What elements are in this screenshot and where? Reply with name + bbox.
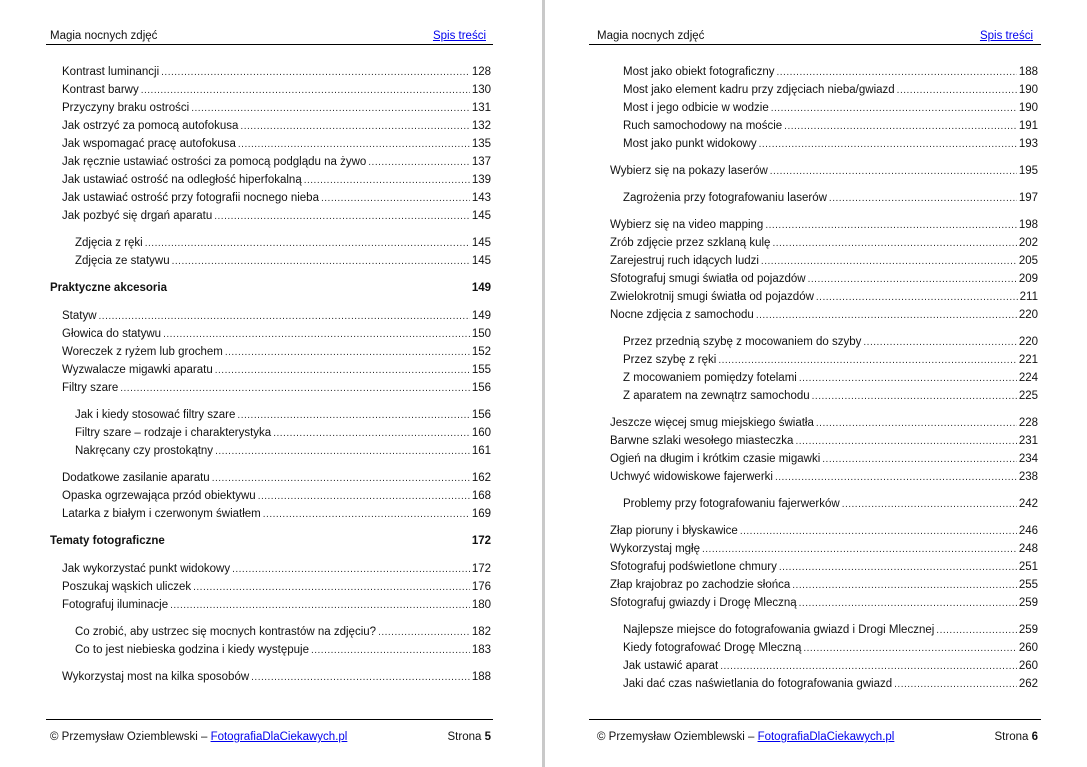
toc-entry-title: Wyzwalacze migawki aparatu <box>62 364 213 376</box>
toc-entry-page: 172 <box>471 563 491 575</box>
toc-entry-title: Z aparatem na zewnątrz samochodu <box>623 390 810 402</box>
dot-leader <box>863 334 1016 352</box>
toc-entry[interactable] <box>610 387 1038 405</box>
toc-spacer <box>610 153 1038 162</box>
toc-entry-title: Nocne zdjęcia z samochodu <box>610 309 754 321</box>
toc-entry-title: Jak ostrzyć za pomocą autofokusa <box>62 120 239 132</box>
toc-entry-page: 195 <box>1018 165 1038 177</box>
toc-entry-title: Tematy fotograficzne <box>50 535 165 547</box>
dot-leader <box>718 352 1017 370</box>
toc-entry-page: 168 <box>471 490 491 502</box>
toc-entry[interactable] <box>610 369 1038 387</box>
dot-leader <box>258 488 470 506</box>
toc-entry[interactable] <box>50 424 491 442</box>
toc-entry-title: Nakręcany czy prostokątny <box>75 445 214 457</box>
toc-entry-title: Poszukaj wąskich uliczek <box>62 581 192 593</box>
toc-entry-title: Jak pozbyć się drgań aparatu <box>62 210 213 222</box>
toc-entry[interactable] <box>50 623 491 641</box>
toc-entry-title: Most jako element kadru przy zdjęciach nieba/gwiazd <box>623 84 895 96</box>
toc-entry-page: 152 <box>471 346 491 358</box>
toc-spacer <box>610 486 1038 495</box>
toc-entry[interactable] <box>610 234 1038 252</box>
toc-entry[interactable] <box>610 414 1038 432</box>
toc-entry[interactable] <box>610 306 1038 324</box>
toc-entry-title: Opaska ogrzewająca przód obiektywu <box>62 490 256 502</box>
toc-entry-page: 228 <box>1018 417 1038 429</box>
toc-spacer <box>610 180 1038 189</box>
toc-spacer <box>610 405 1038 414</box>
document-page-5 <box>0 0 542 767</box>
dot-leader <box>842 496 1017 514</box>
toc-entry-title: Kiedy fotografować Drogę Mleczną <box>623 642 802 654</box>
dot-leader <box>936 622 1017 640</box>
toc-entry-page: 130 <box>471 84 491 96</box>
dot-leader <box>251 669 470 687</box>
toc-entry[interactable] <box>610 540 1038 558</box>
toc-entry-page: 172 <box>471 535 491 547</box>
toc-entry-title: Sfotografuj podświetlone chmury <box>610 561 777 573</box>
toc-entry-page: 202 <box>1018 237 1038 249</box>
dot-leader <box>702 541 1017 559</box>
toc-entry[interactable] <box>50 325 491 343</box>
toc-entry-page: 255 <box>1018 579 1038 591</box>
toc-entry-title: Kontrast luminancji <box>62 66 160 78</box>
toc-entry[interactable] <box>50 668 491 686</box>
dot-leader <box>897 82 1017 100</box>
footer-copyright: © Przemysław Oziemblewski – <box>50 731 211 743</box>
toc-entry[interactable] <box>610 657 1038 675</box>
toc-entry[interactable] <box>50 596 491 614</box>
toc-entry-title: Sfotografuj gwiazdy i Drogę Mleczną <box>610 597 797 609</box>
toc-entry[interactable] <box>610 432 1038 450</box>
toc-entry-title: Statyw <box>62 310 97 322</box>
toc-entry-page: 224 <box>1018 372 1038 384</box>
toc-spacer <box>50 460 491 469</box>
dot-leader <box>772 235 1016 253</box>
toc-entry-page: 248 <box>1018 543 1038 555</box>
dot-leader <box>799 595 1017 613</box>
toc-spacer <box>610 513 1038 522</box>
toc-spacer <box>610 207 1038 216</box>
page-number-value: 5 <box>484 731 491 743</box>
dot-leader <box>304 172 470 190</box>
toc-entry-title: Barwne szlaki wesołego miasteczka <box>610 435 794 447</box>
toc-entry-title: Z mocowaniem pomiędzy fotelami <box>623 372 797 384</box>
toc-section-heading[interactable] <box>50 276 491 301</box>
toc-entry[interactable] <box>50 234 491 252</box>
toc-entry[interactable] <box>610 81 1038 99</box>
toc-entry-page: 139 <box>471 174 491 186</box>
toc-entry-title: Co to jest niebieska godzina i kiedy występuje <box>75 644 309 656</box>
toc-entry[interactable] <box>610 522 1038 540</box>
toc-entry[interactable] <box>50 252 491 270</box>
footer-credit <box>597 731 894 743</box>
dot-leader <box>808 271 1017 289</box>
toc-entry[interactable] <box>50 379 491 397</box>
toc-entry[interactable] <box>50 406 491 424</box>
toc-entry-title: Jak ręcznie ustawiać ostrości za pomocą podglądu na żywo <box>62 156 367 168</box>
dot-leader <box>232 561 470 579</box>
toc-entry-title: Filtry szare – rodzaje i charakterystyka <box>75 427 272 439</box>
dot-leader <box>816 289 1018 307</box>
toc-entry-page: 145 <box>471 237 491 249</box>
toc-entry-title: Jak wspomagać pracę autofokusa <box>62 138 236 150</box>
footer-credit <box>50 731 347 743</box>
dot-leader <box>795 433 1016 451</box>
dot-leader <box>161 64 470 82</box>
footer-copyright: © Przemysław Oziemblewski – <box>597 731 758 743</box>
toc-entry[interactable] <box>50 578 491 596</box>
table-of-contents <box>50 63 491 686</box>
toc-entry-title: Filtry szare <box>62 382 119 394</box>
toc-entry-title: Sfotografuj smugi światła od pojazdów <box>610 273 806 285</box>
toc-entry-page: 145 <box>471 255 491 267</box>
dot-leader <box>214 208 470 226</box>
page-header <box>50 26 486 42</box>
page-number-value: 6 <box>1031 731 1038 743</box>
dot-leader <box>822 451 1017 469</box>
toc-spacer <box>50 397 491 406</box>
toc-entry-page: 149 <box>471 282 491 294</box>
toc-spacer <box>50 225 491 234</box>
page-number <box>995 731 1038 743</box>
toc-entry-page: 182 <box>471 626 491 638</box>
page-number <box>448 731 491 743</box>
dot-leader <box>215 362 470 380</box>
toc-entry-page: 234 <box>1018 453 1038 465</box>
dot-leader <box>803 640 1016 658</box>
page-number-label: Strona <box>994 731 1032 743</box>
toc-entry-title: Jak ustawiać ostrość na odległość hiperfokalną <box>62 174 302 186</box>
dot-leader <box>812 388 1017 406</box>
toc-entry[interactable] <box>50 560 491 578</box>
toc-entry-page: 220 <box>1018 336 1038 348</box>
toc-entry-title: Jak i kiedy stosować filtry szare <box>75 409 236 421</box>
toc-entry-page: 211 <box>1019 291 1038 303</box>
toc-entry[interactable] <box>610 558 1038 576</box>
toc-entry[interactable] <box>610 594 1038 612</box>
toc-entry-page: 238 <box>1018 471 1038 483</box>
dot-leader <box>215 443 470 461</box>
toc-entry[interactable] <box>50 505 491 523</box>
dot-leader <box>311 642 470 660</box>
toc-entry-page: 132 <box>471 120 491 132</box>
header-rule <box>589 44 1041 45</box>
toc-entry[interactable] <box>50 641 491 659</box>
toc-entry[interactable] <box>610 288 1038 306</box>
toc-entry[interactable] <box>610 135 1038 153</box>
toc-entry-title: Zrób zdjęcie przez szklaną kulę <box>610 237 771 249</box>
toc-entry-title: Fotografuj iluminacje <box>62 599 169 611</box>
toc-entry-page: 198 <box>1018 219 1038 231</box>
dot-leader <box>777 64 1017 82</box>
dot-leader <box>263 506 470 524</box>
toc-entry-page: 251 <box>1018 561 1038 573</box>
toc-entry[interactable] <box>610 99 1038 117</box>
header-title: Magia nocnych zdjęć <box>50 30 158 42</box>
dot-leader <box>378 624 470 642</box>
header-title: Magia nocnych zdjęć <box>597 30 705 42</box>
dot-leader <box>771 100 1017 118</box>
toc-entry-page: 190 <box>1018 102 1038 114</box>
dot-leader <box>120 380 470 398</box>
toc-entry-page: 225 <box>1018 390 1038 402</box>
toc-entry-title: Głowica do statywu <box>62 328 162 340</box>
toc-entry[interactable] <box>50 469 491 487</box>
toc-entry[interactable] <box>610 252 1038 270</box>
toc-entry-page: 260 <box>1018 642 1038 654</box>
toc-entry-title: Wybierz się na video mapping <box>610 219 764 231</box>
toc-entry[interactable] <box>610 162 1038 180</box>
toc-entry-title: Dodatkowe zasilanie aparatu <box>62 472 210 484</box>
dot-leader <box>720 658 1017 676</box>
toc-entry-page: 209 <box>1018 273 1038 285</box>
toc-entry-page: 180 <box>471 599 491 611</box>
toc-entry-title: Most jako punkt widokowy <box>623 138 757 150</box>
toc-entry-page: 242 <box>1018 498 1038 510</box>
toc-spacer <box>50 659 491 668</box>
dot-leader <box>163 326 470 344</box>
toc-entry-page: 143 <box>471 192 491 204</box>
toc-entry-title: Zdjęcia ze statywu <box>75 255 170 267</box>
dot-leader <box>99 308 470 326</box>
dot-leader <box>273 425 470 443</box>
toc-entry-page: 155 <box>471 364 491 376</box>
toc-entry[interactable] <box>50 361 491 379</box>
toc-entry-title: Jak ustawić aparat <box>623 660 719 672</box>
toc-entry[interactable] <box>50 207 491 225</box>
toc-entry-page: 128 <box>471 66 491 78</box>
toc-entry-page: 197 <box>1018 192 1038 204</box>
dot-leader <box>240 118 469 136</box>
toc-entry[interactable] <box>610 576 1038 594</box>
page-number-label: Strona <box>447 731 485 743</box>
toc-entry[interactable] <box>610 675 1038 693</box>
toc-entry[interactable] <box>610 639 1038 657</box>
toc-entry[interactable] <box>610 495 1038 513</box>
toc-spacer <box>50 614 491 623</box>
toc-entry-title: Praktyczne akcesoria <box>50 282 167 294</box>
dot-leader <box>770 163 1017 181</box>
toc-entry-page: 260 <box>1018 660 1038 672</box>
website-link[interactable]: FotografiaDlaCiekawych.pl <box>757 731 895 743</box>
toc-entry-page: 191 <box>1018 120 1038 132</box>
toc-entry-page: 221 <box>1018 354 1038 366</box>
toc-entry-page: 188 <box>471 671 491 683</box>
toc-entry-title: Najlepsze miejsce do fotografowania gwiazd i Drogi Mlecznej <box>623 624 935 636</box>
toc-spacer <box>610 612 1038 621</box>
toc-entry-title: Co zrobić, aby ustrzec się mocnych kontrastów na zdjęciu? <box>75 626 377 638</box>
dot-leader <box>759 136 1017 154</box>
toc-entry-title: Woreczek z ryżem lub grochem <box>62 346 223 358</box>
dot-leader <box>792 577 1017 595</box>
toc-entry-title: Wykorzystaj mgłę <box>610 543 700 555</box>
toc-entry[interactable] <box>50 171 491 189</box>
toc-entry[interactable] <box>610 621 1038 639</box>
dot-leader <box>761 253 1017 271</box>
website-link[interactable]: FotografiaDlaCiekawych.pl <box>210 731 348 743</box>
toc-entry[interactable] <box>610 351 1038 369</box>
toc-entry-page: 131 <box>471 102 491 114</box>
toc-entry-title: Jak ustawiać ostrość przy fotografii nocnego nieba <box>62 192 319 204</box>
toc-entry-title: Przez szybę z ręki <box>623 354 717 366</box>
dot-leader <box>779 559 1017 577</box>
toc-entry[interactable] <box>50 487 491 505</box>
toc-entry-page: 231 <box>1018 435 1038 447</box>
toc-entry-page: 137 <box>471 156 491 168</box>
toc-entry-page: 149 <box>471 310 491 322</box>
document-page-6 <box>545 0 1087 767</box>
toc-entry[interactable] <box>610 189 1038 207</box>
toc-entry[interactable] <box>610 117 1038 135</box>
dot-leader <box>321 190 470 208</box>
toc-link[interactable]: Spis treści <box>979 30 1033 42</box>
toc-spacer <box>610 324 1038 333</box>
toc-entry[interactable] <box>610 216 1038 234</box>
toc-entry-title: Jaki dać czas naświetlania do fotografowania gwiazd <box>623 678 893 690</box>
header-rule <box>46 44 493 45</box>
toc-entry-page: 176 <box>471 581 491 593</box>
dot-leader <box>172 253 470 271</box>
toc-entry-title: Jak wykorzystać punkt widokowy <box>62 563 231 575</box>
dot-leader <box>765 217 1017 235</box>
toc-entry[interactable] <box>610 63 1038 81</box>
dot-leader <box>799 370 1017 388</box>
toc-entry[interactable] <box>50 153 491 171</box>
toc-entry[interactable] <box>50 117 491 135</box>
toc-entry-page: 220 <box>1018 309 1038 321</box>
toc-entry[interactable] <box>50 81 491 99</box>
page-footer <box>597 731 1038 743</box>
toc-entry[interactable] <box>50 343 491 361</box>
toc-entry-title: Jeszcze więcej smug miejskiego światła <box>610 417 814 429</box>
dot-leader <box>191 100 470 118</box>
page-header <box>597 26 1033 42</box>
toc-entry-page: 190 <box>1018 84 1038 96</box>
dot-leader <box>740 523 1017 541</box>
dot-leader <box>141 82 470 100</box>
dot-leader <box>775 469 1017 487</box>
dot-leader <box>212 470 470 488</box>
toc-entry-page: 188 <box>1018 66 1038 78</box>
toc-entry[interactable] <box>50 63 491 81</box>
dot-leader <box>193 579 470 597</box>
toc-entry-page: 135 <box>471 138 491 150</box>
toc-entry-page: 156 <box>471 382 491 394</box>
toc-entry[interactable] <box>50 189 491 207</box>
toc-entry-title: Uchwyć widowiskowe fajerwerki <box>610 471 773 483</box>
dot-leader <box>225 344 470 362</box>
toc-entry-page: 145 <box>471 210 491 222</box>
footer-rule <box>589 719 1041 720</box>
toc-entry-title: Problemy przy fotografowaniu fajerwerków <box>623 498 840 510</box>
toc-entry-page: 156 <box>471 409 491 421</box>
dot-leader <box>784 118 1017 136</box>
toc-entry-title: Złap pioruny i błyskawice <box>610 525 738 537</box>
toc-entry[interactable] <box>50 99 491 117</box>
toc-entry-page: 183 <box>471 644 491 656</box>
toc-entry-title: Zagrożenia przy fotografowaniu laserów <box>623 192 827 204</box>
toc-entry-title: Ogień na długim i krótkim czasie migawki <box>610 453 821 465</box>
toc-entry-title: Zdjęcia z ręki <box>75 237 143 249</box>
toc-entry-page: 193 <box>1018 138 1038 150</box>
toc-entry-page: 150 <box>471 328 491 340</box>
toc-entry-title: Zarejestruj ruch idących ludzi <box>610 255 759 267</box>
toc-entry-title: Zwielokrotnij smugi światła od pojazdów <box>610 291 814 303</box>
toc-entry-title: Most jako obiekt fotograficzny <box>623 66 775 78</box>
toc-entry[interactable] <box>50 307 491 325</box>
dot-leader <box>238 136 470 154</box>
page-footer <box>50 731 491 743</box>
toc-entry-title: Złap krajobraz po zachodzie słońca <box>610 579 791 591</box>
dot-leader <box>145 235 470 253</box>
toc-entry[interactable] <box>610 468 1038 486</box>
toc-entry-title: Wykorzystaj most na kilka sposobów <box>62 671 250 683</box>
toc-entry-page: 162 <box>471 472 491 484</box>
toc-entry-page: 262 <box>1018 678 1038 690</box>
toc-entry-title: Przyczyny braku ostrości <box>62 102 190 114</box>
toc-entry-title: Wybierz się na pokazy laserów <box>610 165 768 177</box>
dot-leader <box>368 154 470 172</box>
toc-entry-page: 169 <box>471 508 491 520</box>
toc-entry-page: 160 <box>471 427 491 439</box>
toc-entry[interactable] <box>610 450 1038 468</box>
toc-entry-title: Przez przednią szybę z mocowaniem do szyby <box>623 336 862 348</box>
toc-entry[interactable] <box>610 270 1038 288</box>
toc-entry-title: Kontrast barwy <box>62 84 139 96</box>
toc-link[interactable]: Spis treści <box>432 30 486 42</box>
dot-leader <box>756 307 1017 325</box>
table-of-contents <box>610 63 1038 693</box>
toc-entry[interactable] <box>50 135 491 153</box>
dot-leader <box>829 190 1017 208</box>
dot-leader <box>816 415 1017 433</box>
dot-leader <box>237 407 469 425</box>
toc-entry[interactable] <box>50 442 491 460</box>
toc-entry-page: 205 <box>1018 255 1038 267</box>
toc-entry-title: Latarka z białym i czerwonym światłem <box>62 508 261 520</box>
toc-entry-page: 161 <box>471 445 491 457</box>
dot-leader <box>894 676 1017 694</box>
toc-entry-page: 259 <box>1018 624 1038 636</box>
toc-entry-page: 259 <box>1018 597 1038 609</box>
dot-leader <box>170 597 470 615</box>
footer-rule <box>46 719 493 720</box>
toc-section-heading[interactable] <box>50 529 491 554</box>
toc-entry-title: Ruch samochodowy na moście <box>623 120 783 132</box>
toc-entry-title: Most i jego odbicie w wodzie <box>623 102 769 114</box>
toc-entry-page: 246 <box>1018 525 1038 537</box>
toc-entry[interactable] <box>610 333 1038 351</box>
